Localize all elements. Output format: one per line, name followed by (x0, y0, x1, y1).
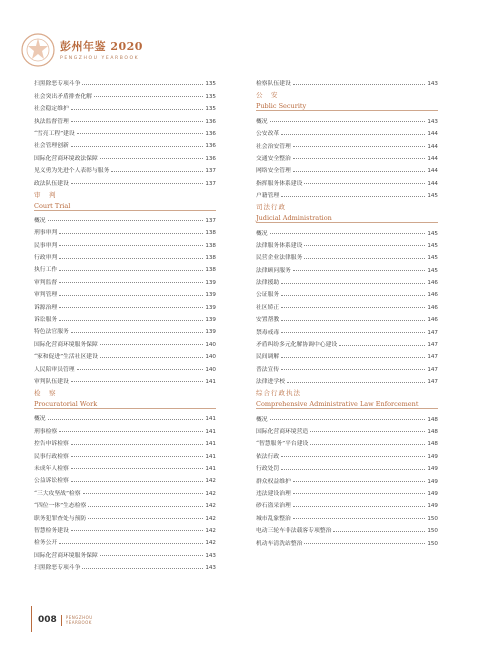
section-heading-zh: 检 察 (34, 388, 57, 397)
toc-entry-title: 违法建设治理 (256, 490, 291, 497)
toc-entry-page: 145 (427, 255, 438, 262)
toc-entry[interactable] (256, 460, 438, 472)
toc-entry[interactable] (34, 323, 216, 335)
toc-entry[interactable] (34, 112, 216, 124)
toc-entry-page: 142 (205, 478, 216, 485)
toc-entry-page: 140 (205, 354, 216, 361)
toc-entry[interactable] (34, 212, 216, 224)
toc-entry-title: 国际化营商环境政法保障 (34, 155, 98, 162)
toc-entry-page: 135 (205, 81, 216, 88)
footer-brand-line2: YEARBOOK (65, 620, 92, 625)
toc-entry-title: 概况 (34, 217, 46, 224)
toc-entry-title: 特色法官服务 (34, 329, 69, 336)
dot-leader (59, 307, 203, 308)
dot-leader (71, 481, 204, 482)
toc-entry[interactable] (256, 435, 438, 447)
toc-entry[interactable] (256, 125, 438, 137)
dot-leader (77, 369, 204, 370)
dot-leader (281, 196, 425, 197)
dot-leader (281, 369, 425, 370)
toc-entry-title: 城市乱象整治 (256, 515, 291, 522)
toc-entry-title: 社会治安管理 (256, 143, 291, 150)
dot-leader (281, 469, 425, 470)
toc-entry-title: 法律进学校 (256, 379, 285, 386)
toc-entry-title: 刑事审判 (34, 230, 58, 237)
toc-entry-page: 144 (427, 131, 438, 138)
toc-entry-title: 见义勇为先进个人表彰与服务 (34, 168, 110, 175)
toc-entry-title: 户籍管理 (256, 193, 280, 200)
dot-leader (293, 171, 426, 172)
toc-entry-title: 智慧检务建设 (34, 527, 69, 534)
toc-entry-page: 147 (427, 366, 438, 373)
dot-leader (71, 146, 204, 147)
toc-entry-title: 社会突出矛盾排查化解 (34, 93, 92, 100)
toc-entry-title: 扫黑除恶专项斗争 (34, 81, 81, 88)
toc-entry[interactable] (34, 335, 216, 347)
toc-entry[interactable] (34, 497, 216, 509)
toc-entry-title: 国际化营商环境营造 (256, 428, 309, 435)
toc-entry-page: 148 (427, 416, 438, 423)
toc-entry-page: 137 (205, 217, 216, 224)
dot-leader (71, 332, 204, 333)
toc-entry-title: 依法行政 (256, 453, 280, 460)
dot-leader (100, 555, 204, 556)
dot-leader (333, 531, 425, 532)
dot-leader (71, 468, 204, 469)
dot-leader (270, 121, 426, 122)
page-number: 008 (38, 615, 57, 625)
toc-entry-page: 147 (427, 379, 438, 386)
toc-entry[interactable] (256, 485, 438, 497)
toc-entry-title: 法律顾问服务 (256, 267, 291, 274)
dot-leader (281, 307, 425, 308)
toc-entry-page: 150 (427, 528, 438, 535)
dot-leader (270, 419, 426, 420)
toc-entry-page: 139 (205, 304, 216, 311)
toc-entry-title: 普法宣传 (256, 366, 280, 373)
toc-entry[interactable] (34, 534, 216, 546)
toc-entry-page: 143 (427, 81, 438, 88)
dot-leader (304, 258, 425, 259)
toc-entry[interactable] (34, 149, 216, 161)
dot-leader (293, 158, 426, 159)
toc-entry-title: 检务公开 (34, 540, 58, 547)
toc-entry-title: 民营企业法律服务 (256, 255, 303, 262)
dot-leader (281, 332, 425, 333)
toc-entry[interactable] (256, 472, 438, 484)
toc-entry-page: 145 (427, 230, 438, 237)
toc-entry-title: 民间调解 (256, 354, 280, 361)
toc-entry[interactable] (256, 373, 438, 385)
toc-entry[interactable] (34, 137, 216, 149)
toc-entry[interactable] (34, 522, 216, 534)
toc-entry[interactable] (256, 497, 438, 509)
toc-entry-page: 148 (427, 428, 438, 435)
toc-entry-title: 行政审判 (34, 255, 58, 262)
toc-entry-page: 146 (427, 317, 438, 324)
toc-entry-title: 机动车清洗站整治 (256, 540, 303, 547)
toc-entry-page: 147 (427, 342, 438, 349)
toc-entry-title: 公安改革 (256, 131, 280, 138)
toc-entry-page: 142 (205, 540, 216, 547)
page-footer (38, 610, 93, 630)
toc-entry-page: 139 (205, 279, 216, 286)
toc-entry-page: 145 (427, 242, 438, 249)
toc-entry-page: 142 (205, 527, 216, 534)
toc-entry[interactable] (256, 522, 438, 534)
toc-entry[interactable] (34, 75, 216, 87)
dot-leader (339, 345, 425, 346)
dot-leader (71, 530, 204, 531)
toc-entry[interactable] (256, 137, 438, 149)
dot-leader (293, 493, 426, 494)
toc-entry-title: 民事审判 (34, 242, 58, 249)
toc-entry-page: 144 (427, 168, 438, 175)
section-heading-en: Comprehensive Administrative Law Enforcement (256, 397, 438, 409)
toc-entry[interactable] (256, 187, 438, 199)
section-heading-zh: 审 判 (34, 190, 57, 199)
dot-leader (281, 357, 425, 358)
toc-entry-title: 国际化营商环境服务保障 (34, 552, 98, 559)
book-subtitle: PENGZHOU YEARBOOK (60, 56, 140, 61)
toc-entry-title: 民事行政检察 (34, 453, 69, 460)
toc-entry-title: 社会管理创新 (34, 143, 69, 150)
toc-entry-page: 148 (427, 441, 438, 448)
toc-entry-title: “雪亮工程”建设 (34, 130, 75, 137)
toc-entry-page: 146 (427, 304, 438, 311)
toc-entry-title: “三大攻坚战”检察 (34, 490, 81, 497)
section-heading-en: Court Trial (34, 199, 216, 211)
toc-entry-page: 141 (205, 378, 216, 385)
toc-entry-page: 146 (427, 292, 438, 299)
toc-entry-page: 138 (205, 267, 216, 274)
toc-entry-page: 141 (205, 416, 216, 423)
toc-entry[interactable] (34, 546, 216, 558)
dot-leader (59, 282, 203, 283)
toc-entry-page: 149 (427, 453, 438, 460)
toc-entry-page: 143 (427, 118, 438, 125)
toc-entry-page: 144 (427, 180, 438, 187)
dot-leader (293, 270, 426, 271)
toc-entry[interactable] (34, 360, 216, 372)
toc-entry-title: 诉源治理 (34, 304, 58, 311)
dot-leader (304, 543, 425, 544)
toc-entry-title: 行政处罚 (256, 466, 280, 473)
toc-entry-page: 138 (205, 242, 216, 249)
toc-entry-page: 143 (205, 552, 216, 559)
toc-entry[interactable] (34, 435, 216, 447)
toc-entry-page: 136 (205, 143, 216, 150)
footer-divider (31, 606, 32, 632)
toc-entry[interactable] (256, 150, 438, 162)
dot-leader (71, 121, 204, 122)
toc-entry-title: 社区矫正 (256, 304, 280, 311)
toc-entry[interactable] (34, 509, 216, 521)
dot-leader (59, 258, 203, 259)
toc-entry-page: 137 (205, 180, 216, 187)
toc-entry[interactable] (34, 261, 216, 273)
book-title: 彭州年鉴 2020 (60, 40, 143, 53)
toc-entry-title: 未成年人检察 (34, 465, 69, 472)
toc-entry[interactable] (34, 174, 216, 186)
toc-entry-title: 审判管理 (34, 292, 58, 299)
toc-entry-page: 139 (205, 292, 216, 299)
section-heading-zh: 公 安 (256, 91, 279, 100)
section-heading-en: Procuratorial Work (34, 397, 216, 409)
dot-leader (281, 283, 425, 284)
toc-entry-title: 指挥服务体系建设 (256, 180, 303, 187)
toc-entry-page: 140 (205, 366, 216, 373)
toc-entry-page: 136 (205, 155, 216, 162)
toc-entry[interactable] (256, 311, 438, 323)
toc-entry[interactable] (34, 422, 216, 434)
dot-leader (48, 220, 204, 221)
footer-brand (66, 615, 93, 625)
toc-entry-title: 审判监督 (34, 279, 58, 286)
toc-entry-title: 电动三轮车非法载客专项整治 (256, 528, 332, 535)
toc-entry-title: 群众权益维护 (256, 478, 291, 485)
toc-entry-page: 146 (427, 280, 438, 287)
toc-entry[interactable] (256, 112, 438, 124)
footer-separator (61, 615, 62, 626)
toc-entry-page: 142 (205, 490, 216, 497)
toc-entry-title: 公证服务 (256, 292, 280, 299)
toc-entry[interactable] (256, 447, 438, 459)
toc-entry[interactable] (256, 237, 438, 249)
dot-leader (71, 456, 204, 457)
toc-entry-page: 147 (427, 354, 438, 361)
toc-entry-title: 执行工作 (34, 267, 58, 274)
toc-entry-title: 概况 (256, 416, 268, 423)
toc-entry-title: 人民陪审员管理 (34, 366, 75, 373)
toc-entry[interactable] (34, 559, 216, 571)
toc-entry[interactable] (34, 447, 216, 459)
toc-entry-title: 诉讼服务 (34, 317, 58, 324)
toc-entry-title: 法律服务体系建设 (256, 242, 303, 249)
toc-entry-page: 150 (427, 540, 438, 547)
dot-leader (293, 518, 426, 519)
toc-entry-page: 144 (427, 143, 438, 150)
toc-entry-title: 网络安全管理 (256, 168, 291, 175)
dot-leader (293, 84, 426, 85)
toc-entry-page: 141 (205, 465, 216, 472)
toc-entry-page: 137 (205, 168, 216, 175)
section-heading-en: Judicial Administration (256, 211, 438, 223)
dot-leader (59, 270, 203, 271)
dot-leader (100, 344, 204, 345)
toc-entry[interactable] (34, 298, 216, 310)
toc-entry-title: 政法队伍建设 (34, 180, 69, 187)
dot-leader (293, 146, 426, 147)
dot-leader (59, 320, 203, 321)
toc-entry-page: 145 (427, 193, 438, 200)
dot-leader (71, 109, 204, 110)
toc-entry-title: 检察队伍建设 (256, 81, 291, 88)
toc-entry[interactable] (34, 472, 216, 484)
toc-left-column (34, 75, 216, 571)
dot-leader (71, 381, 204, 382)
toc-entry-page: 135 (205, 93, 216, 100)
toc-entry[interactable] (34, 460, 216, 472)
yearbook-seal-icon (20, 32, 56, 68)
dot-leader (59, 431, 203, 432)
toc-entry[interactable] (256, 224, 438, 236)
toc-entry-page: 136 (205, 118, 216, 125)
toc-entry-title: 国际化营商环境服务保障 (34, 341, 98, 348)
dot-leader (48, 419, 204, 420)
toc-entry[interactable] (256, 162, 438, 174)
toc-entry[interactable] (34, 224, 216, 236)
dot-leader (59, 233, 203, 234)
toc-entry-title: 概况 (34, 416, 46, 423)
toc-right-column (256, 75, 438, 547)
toc-entry-title: 概况 (256, 230, 268, 237)
toc-entry[interactable] (256, 286, 438, 298)
toc-entry[interactable] (256, 360, 438, 372)
toc-entry-page: 135 (205, 106, 216, 113)
toc-entry-page: 145 (427, 267, 438, 274)
dot-leader (82, 568, 203, 569)
dot-leader (310, 431, 425, 432)
toc-entry-page: 150 (427, 515, 438, 522)
dot-leader (287, 382, 425, 383)
toc-entry-title: “家和促进”生活社区建设 (34, 354, 98, 361)
toc-entry-title: 概况 (256, 118, 268, 125)
toc-entry-page: 141 (205, 428, 216, 435)
toc-entry[interactable] (256, 249, 438, 261)
toc-entry[interactable] (256, 174, 438, 186)
toc-entry[interactable] (34, 273, 216, 285)
toc-entry-page: 140 (205, 341, 216, 348)
toc-entry[interactable] (34, 373, 216, 385)
dot-leader (77, 133, 204, 134)
toc-entry-title: 执法监督管理 (34, 118, 69, 125)
toc-entry[interactable] (34, 286, 216, 298)
toc-entry-title: “四位一体”生态检察 (34, 503, 87, 510)
toc-entry-page: 138 (205, 255, 216, 262)
dot-leader (59, 295, 203, 296)
toc-entry-page: 147 (427, 329, 438, 336)
toc-entry-page: 138 (205, 230, 216, 237)
toc-entry[interactable] (34, 311, 216, 323)
toc-entry-title: 审判队伍建设 (34, 378, 69, 385)
toc-entry[interactable] (34, 410, 216, 422)
dot-leader (71, 444, 204, 445)
dot-leader (59, 245, 203, 246)
toc-entry-title: 刑事检察 (34, 428, 58, 435)
toc-entry[interactable] (256, 298, 438, 310)
dot-leader (281, 320, 425, 321)
toc-entry[interactable] (256, 75, 438, 87)
dot-leader (82, 84, 203, 85)
toc-entry[interactable] (34, 125, 216, 137)
dot-leader (293, 481, 426, 482)
section-heading-zh: 综合行政执法 (256, 389, 301, 398)
dot-leader (304, 183, 425, 184)
toc-entry-page: 149 (427, 490, 438, 497)
section-heading-zh: 司法行政 (256, 203, 286, 212)
toc-entry[interactable] (34, 100, 216, 112)
toc-entry-title: 矛盾纠纷多元化解协调中心建设 (256, 342, 338, 349)
toc-entry-title: “智慧服务”平台建设 (256, 441, 309, 448)
toc-entry[interactable] (256, 423, 438, 435)
dot-leader (281, 134, 425, 135)
toc-entry-page: 139 (205, 317, 216, 324)
toc-entry[interactable] (34, 249, 216, 261)
toc-entry-page: 141 (205, 441, 216, 448)
dot-leader (270, 233, 426, 234)
toc-entry-title: 公益诉讼检察 (34, 478, 69, 485)
toc-entry-page: 149 (427, 478, 438, 485)
toc-entry-title: 砂石盗采治理 (256, 503, 291, 510)
toc-entry[interactable] (256, 509, 438, 521)
toc-entry-page: 149 (427, 466, 438, 473)
toc-entry-page: 143 (205, 565, 216, 572)
section-heading-en: Public Security (256, 99, 438, 111)
toc-entry[interactable] (34, 348, 216, 360)
dot-leader (88, 518, 203, 519)
toc-entry-title: 禁毒戒毒 (256, 329, 280, 336)
toc-entry[interactable] (256, 410, 438, 422)
dot-leader (59, 543, 203, 544)
toc-entry-page: 139 (205, 329, 216, 336)
toc-entry-page: 149 (427, 503, 438, 510)
dot-leader (100, 357, 203, 358)
toc-entry[interactable] (34, 236, 216, 248)
toc-entry[interactable] (34, 484, 216, 496)
toc-entry-title: 扫黑除恶专项斗争 (34, 565, 81, 572)
toc-entry-title: 交通安全整治 (256, 155, 291, 162)
toc-entry[interactable] (256, 336, 438, 348)
toc-entry[interactable] (256, 348, 438, 360)
toc-entry-title: 控告申诉检察 (34, 441, 69, 448)
toc-entry[interactable] (34, 162, 216, 174)
dot-leader (88, 506, 203, 507)
toc-entry-title: 安置帮教 (256, 317, 280, 324)
dot-leader (304, 245, 425, 246)
toc-entry-page: 142 (205, 503, 216, 510)
toc-entry-title: 法律援助 (256, 280, 280, 287)
toc-entry-title: 社会稳定维护 (34, 106, 69, 113)
dot-leader (111, 171, 203, 172)
footer-brand-line1: PENGZHOU (65, 615, 93, 620)
dot-leader (94, 96, 203, 97)
toc-entry[interactable] (256, 274, 438, 286)
dot-leader (100, 158, 204, 159)
page-header (20, 32, 220, 72)
toc-entry[interactable] (256, 261, 438, 273)
toc-entry[interactable] (34, 87, 216, 99)
toc-entry-page: 136 (205, 130, 216, 137)
dot-leader (310, 444, 425, 445)
dot-leader (281, 456, 425, 457)
toc-entry[interactable] (256, 323, 438, 335)
toc-entry-page: 144 (427, 155, 438, 162)
dot-leader (293, 506, 426, 507)
toc-entry-page: 142 (205, 515, 216, 522)
dot-leader (281, 295, 425, 296)
dot-leader (83, 493, 204, 494)
toc-entry[interactable] (256, 534, 438, 546)
dot-leader (71, 183, 204, 184)
toc-entry-page: 141 (205, 453, 216, 460)
toc-entry-title: 职务犯罪查处与预防 (34, 515, 87, 522)
